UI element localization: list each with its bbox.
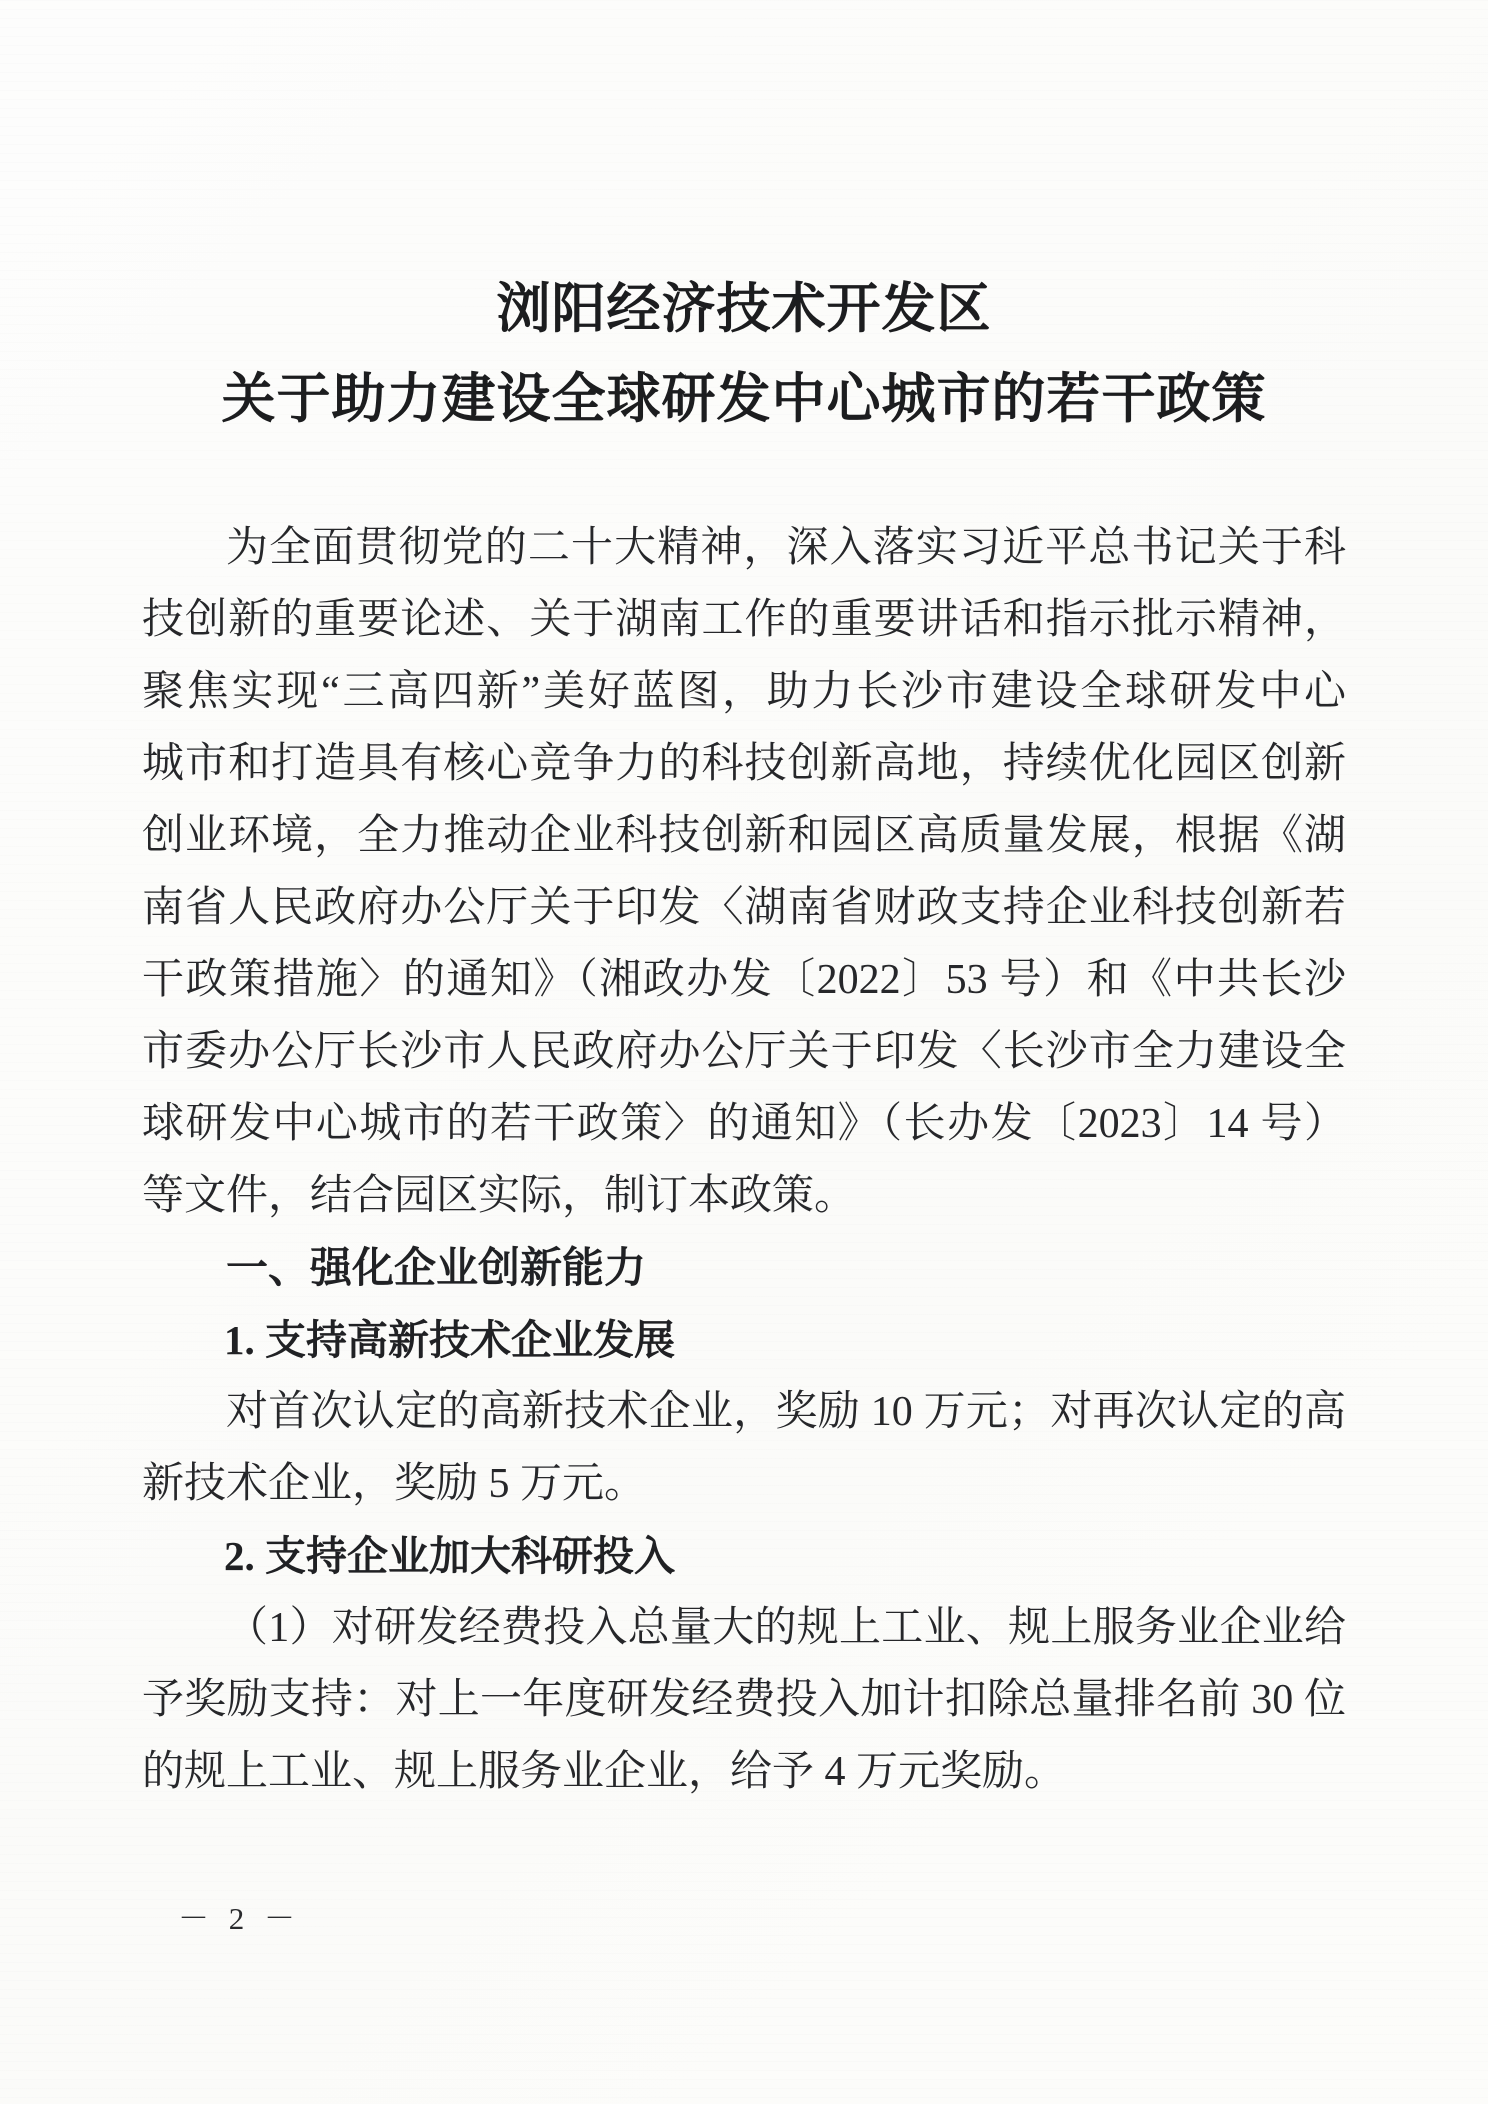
document-body (142, 512, 1346, 1808)
paragraph-line: 城市和打造具有核心竞争力的科技创新高地，持续优化园区创新 (142, 741, 1346, 787)
document-title-line-2: 关于助力建设全球研发中心城市的若干政策 (221, 369, 1267, 429)
paragraph-line: 为全面贯彻党的二十大精神，深入落实习近平总书记关于科 (226, 525, 1346, 571)
paragraph-line: 干政策措施〉的通知》（湘政办发〔2022〕53 号）和《中共长沙 (142, 957, 1346, 1003)
paragraph-line: 球研发中心城市的若干政策〉的通知》（长办发〔2023〕14 号） (142, 1101, 1346, 1147)
paragraph-line: 的规上工业、规上服务业企业，给予 4 万元奖励。 (142, 1749, 1067, 1795)
section-heading: 一、强化企业创新能力 (226, 1244, 647, 1291)
paragraph-line: 予奖励支持：对上一年度研发经费投入加计扣除总量排名前 30 位 (142, 1677, 1346, 1723)
paragraph-line: 创业环境，全力推动企业科技创新和园区高质量发展，根据《湖 (142, 813, 1346, 859)
paragraph-line: （1）对研发经费投入总量大的规上工业、规上服务业企业给 (226, 1605, 1346, 1651)
paragraph-line: 新技术企业，奖励 5 万元。 (142, 1461, 647, 1507)
sub-heading: 2. 支持企业加大科研投入 (224, 1533, 675, 1579)
page-number: － 2 － (178, 1901, 301, 1936)
document-title-line-1: 浏阳经济技术开发区 (496, 279, 992, 339)
paragraph-line: 聚焦实现“三高四新”美好蓝图，助力长沙市建设全球研发中心 (142, 669, 1346, 715)
paragraph-line: 市委办公厅长沙市人民政府办公厅关于印发〈长沙市全力建设全 (142, 1029, 1346, 1075)
sub-heading: 1. 支持高新技术企业发展 (224, 1317, 675, 1363)
paragraph-line: 对首次认定的高新技术企业，奖励 10 万元；对再次认定的高 (226, 1389, 1346, 1435)
document-title (0, 264, 1488, 444)
paragraph-line: 等文件，结合园区实际，制订本政策。 (142, 1173, 857, 1219)
paragraph-line: 南省人民政府办公厅关于印发〈湖南省财政支持企业科技创新若 (142, 885, 1346, 931)
paragraph-line: 技创新的重要论述、关于湖南工作的重要讲话和指示批示精神， (142, 597, 1346, 643)
